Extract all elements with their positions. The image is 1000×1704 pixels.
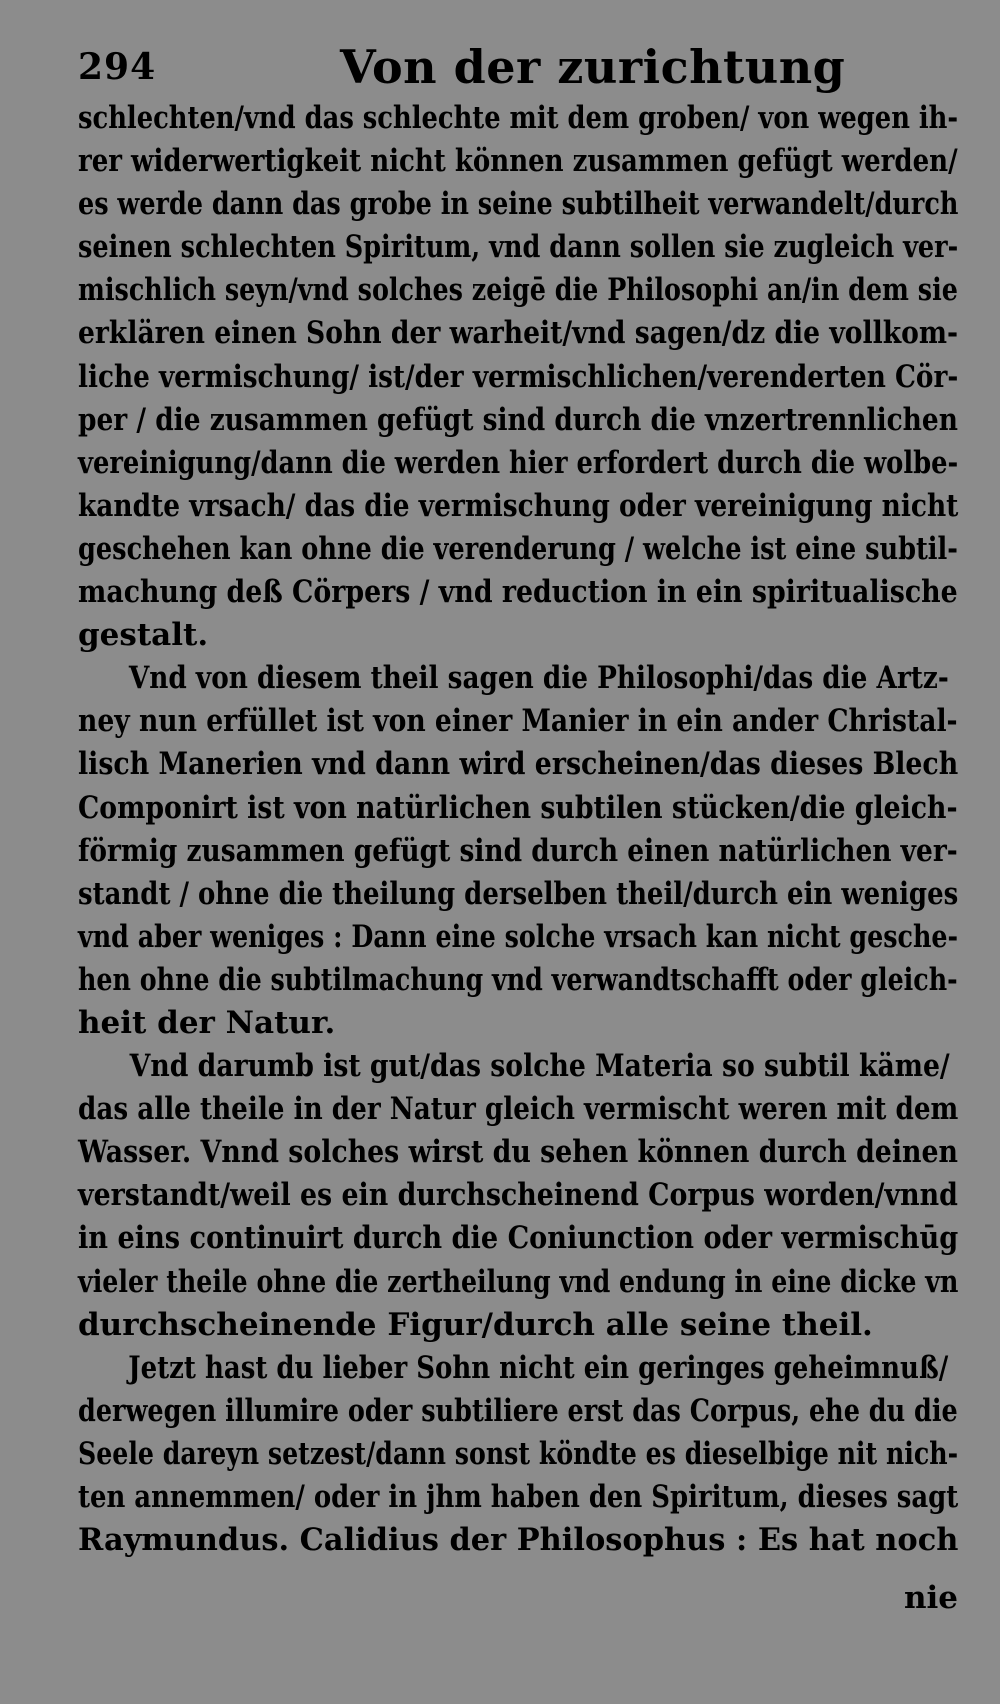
text-line: erklären einen Sohn der warheit/vnd sagen/dz die vollkom- [78,315,959,352]
running-head [78,40,958,100]
text-line: vnd aber weniges : Dann eine solche vrsach kan nicht gesche- [78,918,959,955]
text-line: förmig zusammen gefügt sind durch einen natürlichen ver- [78,832,958,869]
text-line: durchscheinende Figur/durch alle seine theil. [78,1306,873,1343]
running-title: Von der zurichtung [340,40,846,94]
text-line: hen ohne die subtilmachung vnd verwandtschafft oder gleich- [78,961,958,998]
text-line: das alle theile in der Natur gleich vermischt weren mit dem [78,1091,959,1128]
text-line: vieler theile ohne die zertheilung vnd endung in eine dicke vn [78,1263,959,1300]
text-line: heit der Natur. [78,1004,336,1041]
text-line: rer widerwertigkeit nicht können zusammen gefügt werden/ [78,143,958,180]
text-line: gestalt. [78,617,209,654]
text-line: Componirt ist von natürlichen subtilen stücken/die gleich- [78,789,958,826]
page-number: 294 [78,46,157,88]
body-text [78,97,958,1562]
text-line: machung deß Cörpers / vnd reduction in ein spiritualische [78,574,958,611]
text-line: Seele dareyn setzest/dann sonst köndte es dieselbige nit nich- [78,1435,959,1472]
text-line: standt / ohne die theilung derselben theil/durch ein weniges [78,875,959,912]
text-line: Wasser. Vnnd solches wirst du sehen können durch deinen [78,1134,958,1171]
text-line: Vnd darumb ist gut/das solche Materia so subtil käme/ [129,1048,950,1085]
text-line: geschehen kan ohne die verenderung / welche ist eine subtil- [78,530,958,567]
text-line: lisch Manerien vnd dann wird erscheinen/das dieses Blech [78,746,959,783]
text-line: Vnd von diesem theil sagen die Philosophi/das die Artz- [128,660,949,697]
text-line: Jetzt hast du lieber Sohn nicht ein geringes geheimnuß/ [128,1349,949,1386]
text-line: Raymundus. Calidius der Philosophus : Es hat noch [78,1522,959,1559]
text-line: seinen schlechten Spiritum, vnd dann sollen sie zugleich ver- [78,229,959,266]
text-line: in eins continuirt durch die Coniunction oder vermischūg [78,1220,959,1257]
catchword: nie [903,1580,958,1616]
text-line: schlechten/vnd das schlechte mit dem groben/ von wegen ih- [78,100,959,136]
text-line: vereinigung/dann die werden hier erfordert durch die wolbe- [78,444,959,481]
text-line: verstandt/weil es ein durchscheinend Corpus worden/vnnd [78,1177,958,1214]
text-line: kandte vrsach/ das die vermischung oder vereinigung nicht [78,487,959,524]
text-line: derwegen illumire oder subtiliere erst das Corpus, ehe du die [78,1392,958,1429]
text-line: ten annemmen/ oder in jhm haben den Spiritum, dieses sagt [78,1479,959,1515]
text-line: mischlich seyn/vnd solches zeigē die Philosophi an/in dem sie [78,272,958,309]
text-line: liche vermischung/ ist/der vermischlichen/verenderten Cör- [78,358,959,395]
text-line: ney nun erfüllet ist von einer Manier in ein ander Christal- [78,703,958,740]
text-line: per / die zusammen gefügt sind durch die vnzertrennlichen [78,401,958,438]
text-line: es werde dann das grobe in seine subtilheit verwandelt/durch [78,186,959,223]
